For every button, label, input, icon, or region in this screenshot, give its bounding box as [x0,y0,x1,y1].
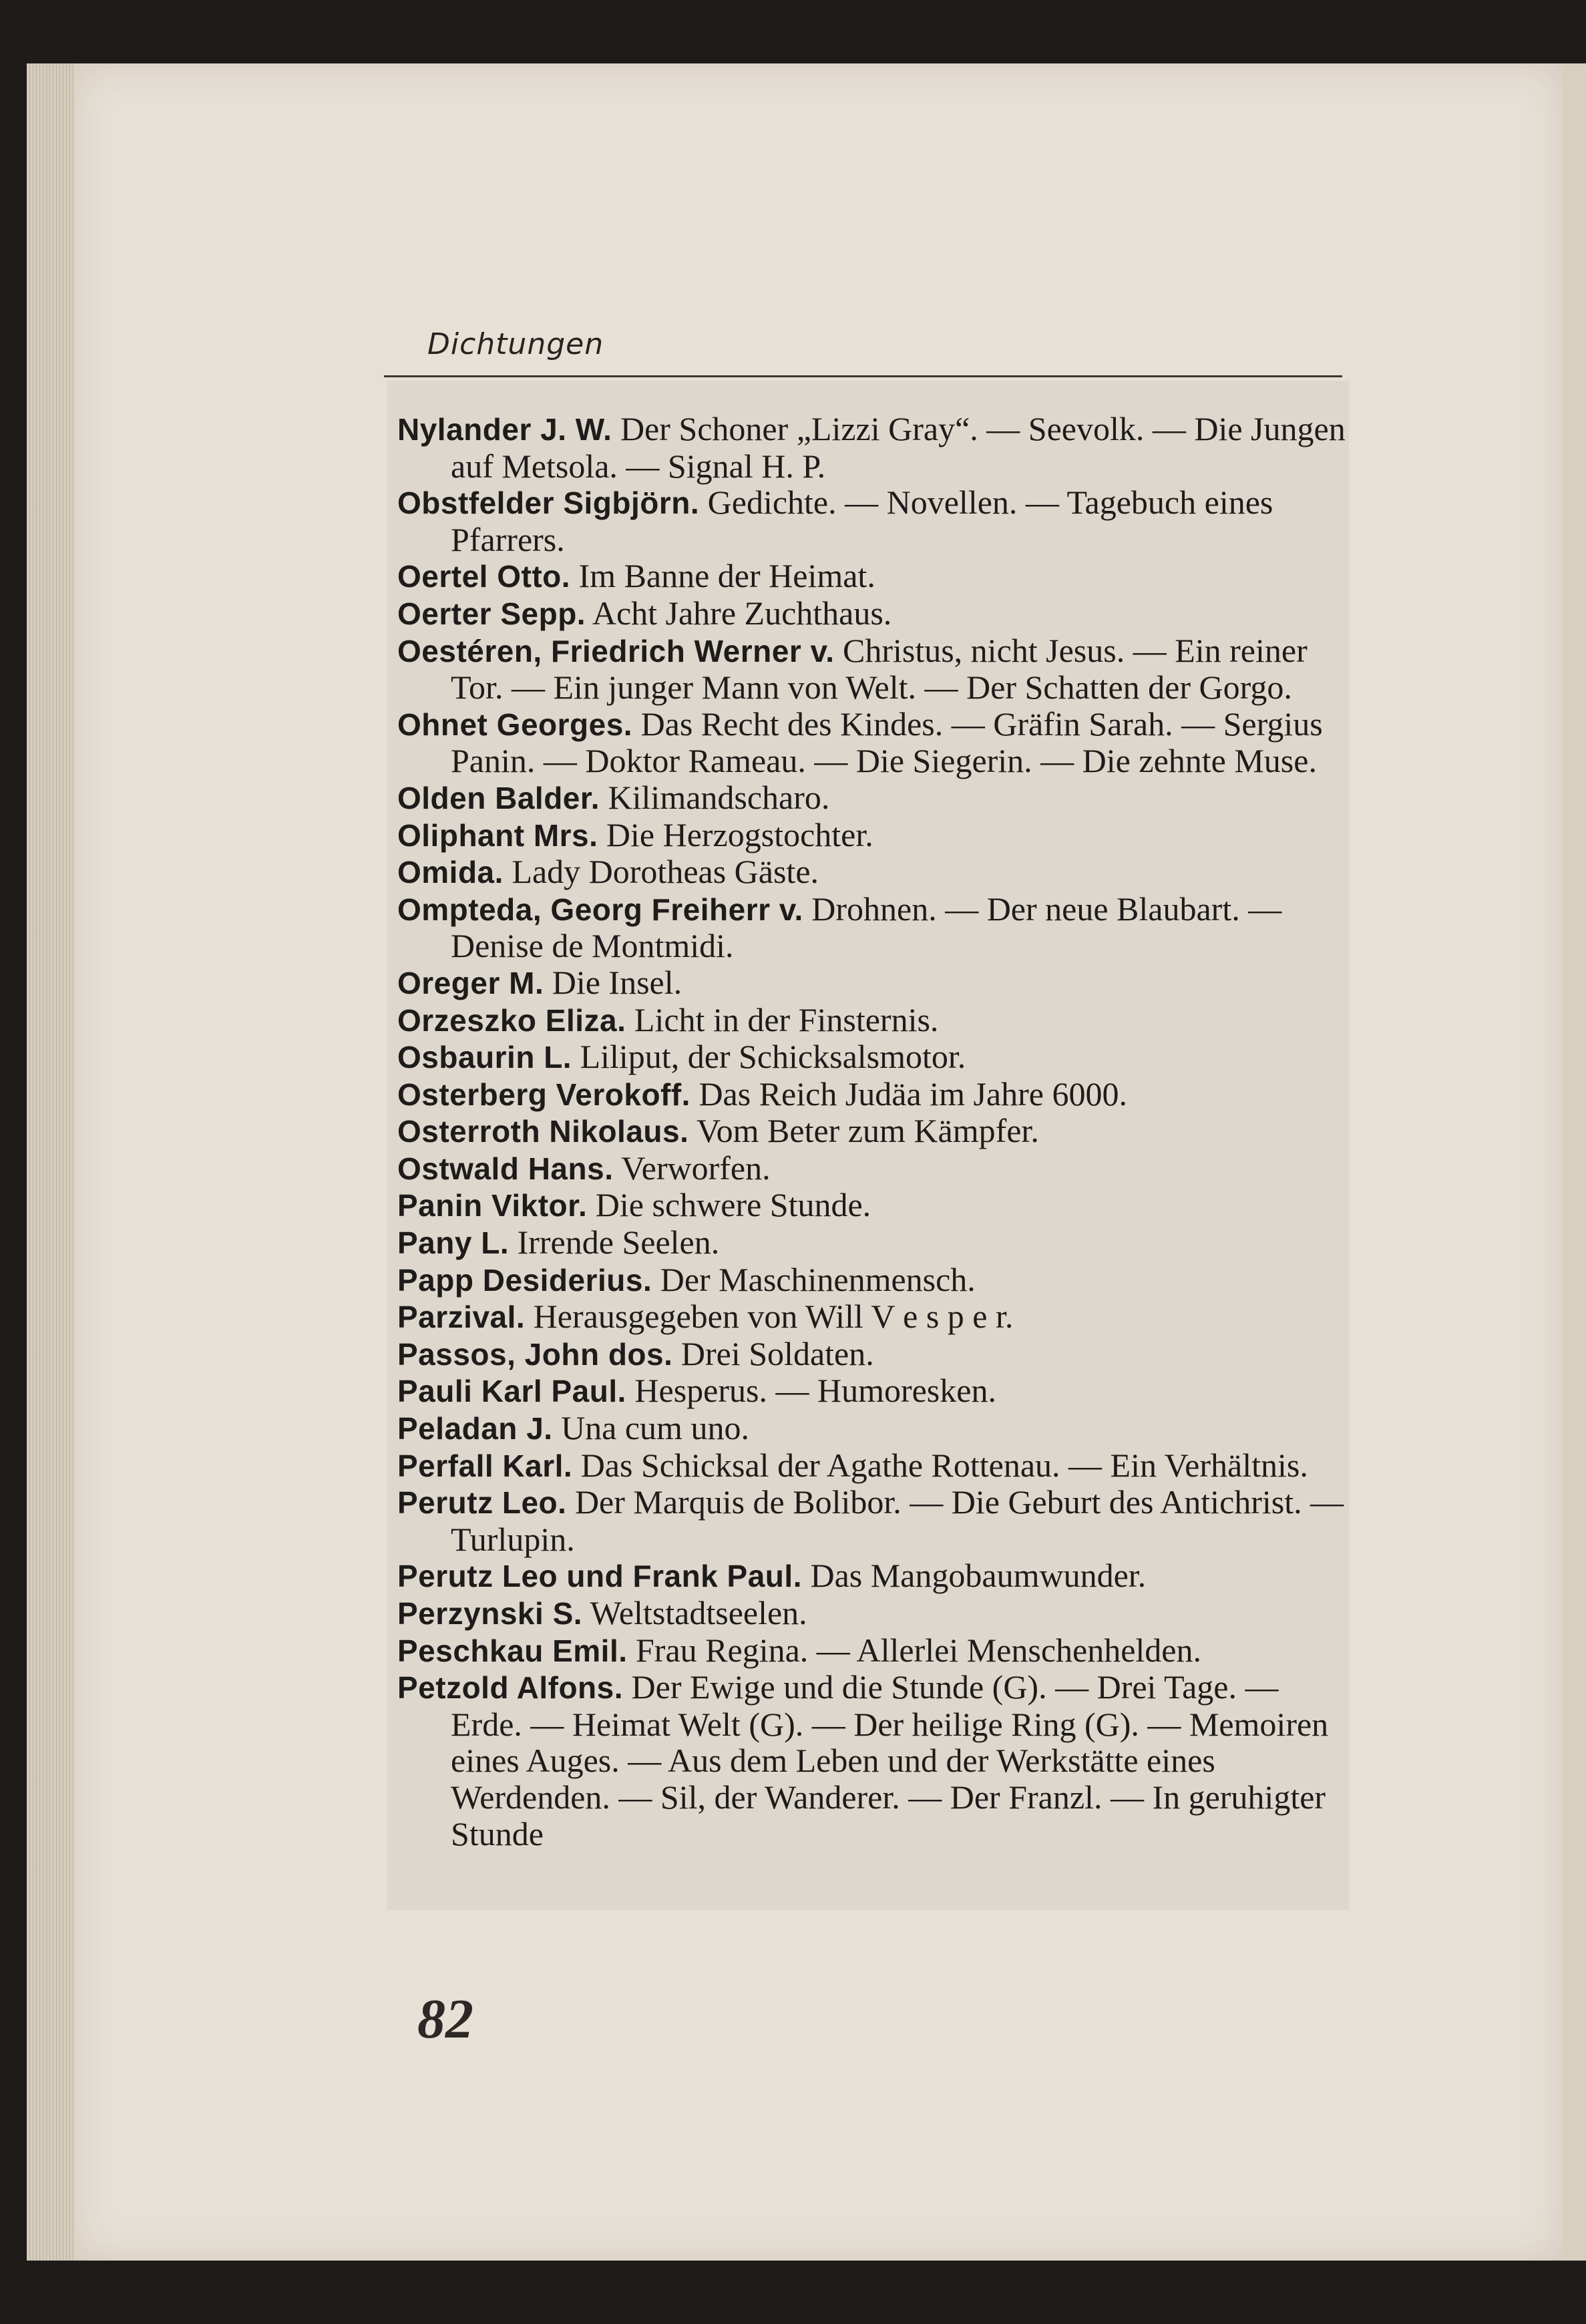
entry-titles: Licht in der Finsternis. [634,1000,939,1038]
entry-item [397,891,1349,964]
entry-item [397,484,1349,558]
author-name: Panin Viktor. [397,1188,588,1223]
author-name: Perutz Leo. [397,1485,567,1521]
entry-item [397,1298,1349,1336]
entry-item [397,1595,1349,1632]
entry-titles: Das Reich Judäa im Jahre 6000. [699,1075,1127,1113]
author-name: Omida. [397,855,504,890]
entry-titles: Una cum uno. [561,1409,749,1447]
entry-item [397,779,1349,817]
author-name: Oreger M. [397,965,544,1000]
author-name: Pauli Karl Paul. [397,1374,626,1409]
entry-item [397,632,1349,706]
author-name: Oertel Otto. [397,559,571,594]
entry-item [397,1076,1349,1113]
entry-titles: Hesperus. — Humoresken. [634,1372,996,1410]
entry-titles: Kilimandscharo. [608,778,830,816]
author-name: Petzold Alfons. [397,1670,624,1706]
entry-titles: Frau Regina. — Allerlei Menschenhelden. [636,1631,1201,1669]
entry-titles: Das Schicksal der Agathe Rottenau. — Ein Verhältnis. [580,1446,1308,1484]
entry-titles: Vom Beter zum Kämpfer. [696,1112,1039,1150]
entry-item [397,1372,1349,1410]
entry-item [397,1336,1349,1373]
entry-titles: Christus, nicht Jesus. — Ein reiner Tor. — Ein junger Mann von Welt. — Der Schatten der Gorgo. [451,631,1308,707]
entry-titles: Lady Dorotheas Gäste. [512,853,819,891]
entry-titles: Die Insel. [552,963,682,1001]
entry-titles: Weltstadtseelen. [590,1594,807,1631]
entry-titles: Liliput, der Schicksalsmotor. [580,1038,966,1076]
author-name: Oerter Sepp. [397,596,586,631]
author-name: Osbaurin L. [397,1040,572,1075]
entry-item [397,817,1349,854]
entry-titles: Drohnen. — Der neue Blaubart. — Denise de Montmidi. [451,890,1282,965]
entry-titles: Drei Soldaten. [680,1334,874,1372]
entry-item [397,706,1349,779]
entry-item [397,1669,1349,1852]
entry-item [397,1113,1349,1150]
author-name: Olden Balder. [397,780,600,815]
author-name: Nylander J. W. [397,412,612,447]
author-name: Oliphant Mrs. [397,817,598,853]
entry-titles: Der Schoner „Lizzi Gray“. — Seevolk. — Die Jungen auf Metsola. — Signal H. P. [451,410,1346,485]
entry-item [397,964,1349,1002]
entry-item [397,1484,1349,1557]
entry-titles: Der Maschinenmensch. [660,1260,976,1298]
entry-item [397,1038,1349,1076]
bibliography-list [397,411,1349,1852]
author-name: Pany L. [397,1225,510,1261]
entry-item [397,1002,1349,1039]
entry-item [397,1150,1349,1187]
author-name: Obstfelder Sigbjörn. [397,486,700,521]
entry-item [397,1262,1349,1299]
entry-titles: Der Marquis de Bolibor. — Die Geburt des Antichrist. — Turlupin. [451,1483,1344,1558]
entry-item [397,1557,1349,1595]
author-name: Perzynski S. [397,1596,583,1631]
entry-titles: Verworfen. [621,1149,771,1187]
author-name: Peschkau Emil. [397,1633,628,1668]
entry-item [397,1187,1349,1224]
entry-item [397,1224,1349,1262]
entry-item [397,595,1349,632]
author-name: Peladan J. [397,1411,553,1446]
entry-titles: Irrende Seelen. [517,1223,720,1262]
entry-titles: Gedichte. — Novellen. — Tagebuch eines Pfarrers. [451,483,1273,558]
author-name: Papp Desiderius. [397,1262,652,1298]
entry-item [397,1632,1349,1670]
author-name: Ompteda, Georg Freiherr v. [397,892,803,927]
page-number: 82 [417,1988,473,2050]
header-rule [384,375,1342,377]
author-name: Ostwald Hans. [397,1151,614,1186]
author-name: Ohnet Georges. [397,707,633,742]
author-name: Orzeszko Eliza. [397,1002,626,1038]
author-name: Perutz Leo und Frank Paul. [397,1559,802,1594]
running-head: Dichtungen [427,327,604,361]
entry-item [397,1410,1349,1447]
author-name: Parzival. [397,1300,526,1335]
author-name: Osterroth Nikolaus. [397,1114,689,1149]
author-name: Osterberg Verokoff. [397,1077,690,1112]
entry-item [397,853,1349,891]
facing-page-edge [1563,63,1586,2261]
entry-titles: Herausgegeben von Will V e s p e r. [533,1298,1014,1336]
entry-titles: Acht Jahre Zuchthaus. [592,594,892,632]
entry-titles: Die Herzogstochter. [606,815,873,853]
author-name: Passos, John dos. [397,1336,673,1372]
entry-item [397,558,1349,595]
entry-titles: Im Banne der Heimat. [578,557,875,595]
entry-titles: Das Mangobaumwunder. [810,1557,1147,1595]
entry-titles: Die schwere Stunde. [595,1186,871,1224]
entry-item [397,411,1349,484]
entry-titles: Der Ewige und die Stunde (G). — Drei Tage. — Erde. — Heimat Welt (G). — Der heilige Ring (G). — Memoiren eines Auges. — Aus dem Leben und der Werkstätte eines Werdenden. — Sil, der Wanderer. — Der Franzl. — In geruhigter Stunde [451,1668,1329,1853]
author-name: Perfall Karl. [397,1448,573,1483]
entry-titles: Das Recht des Kindes. — Gräfin Sarah. — Sergius Panin. — Doktor Rameau. — Die Siegerin. — Die zehnte Muse. [451,705,1323,780]
author-name: Oestéren, Friedrich Werner v. [397,633,835,668]
entry-item [397,1447,1349,1485]
